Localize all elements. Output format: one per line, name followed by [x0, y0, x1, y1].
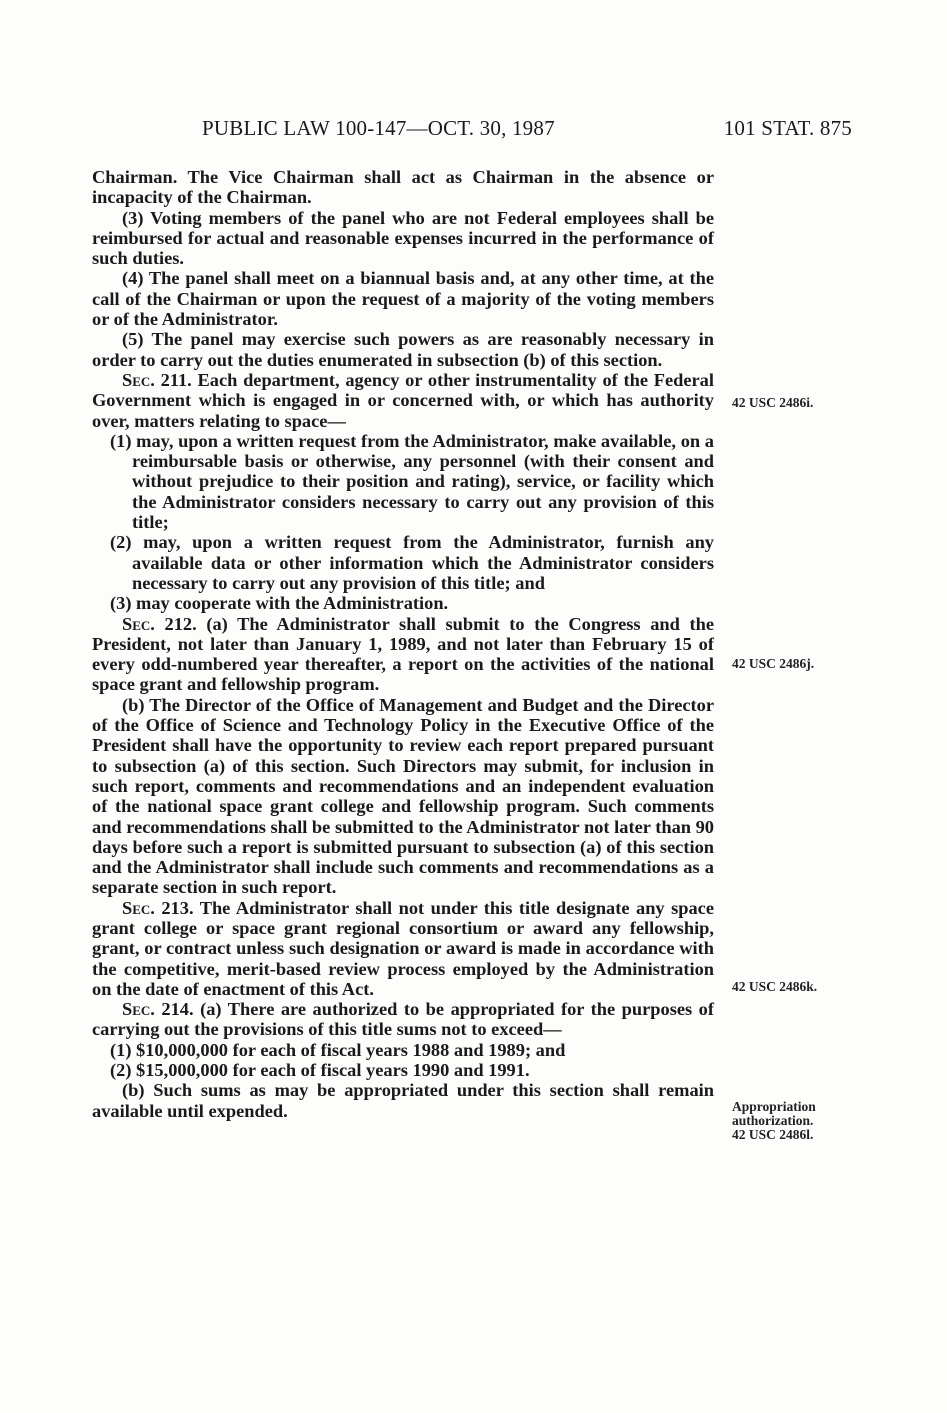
section-213-label: Sec. 213.: [122, 897, 194, 918]
margin-note-214-line-3: 42 USC 2486l.: [732, 1127, 814, 1142]
section-211-item-3: (3) may cooperate with the Administration.: [110, 593, 449, 614]
section-212-text: (a) The Administrator shall submit to the Congress and the President, not later than January 1, 1989, and not later than February 15 of every odd-numbered year thereafter, a report on the activities of the national space grant and fellowship program.: [92, 613, 714, 695]
section-214: [92, 999, 714, 1040]
paragraph-panel-meetings: (4) The panel shall meet on a biannual basis and, at any other time, at the call of the Chairman or upon the request of a majority of the voting members or of the Administrator.: [92, 268, 714, 330]
page-header: [92, 116, 852, 146]
running-head: PUBLIC LAW 100-147—OCT. 30, 1987: [202, 116, 555, 140]
section-212-b: (b) The Director of the Office of Management and Budget and the Director of the Office of Science and Technology Policy in the Executive Office of the President shall have the opportunity to review each report prepared pursuant to subsection (a) of this section. Such Directors may submit, for inclusion in such report, comments and recommendations and an independent evaluation of the national space grant college and fellowship program. Such comments and recommendations shall be submitted to the Administrator not later than 90 days before such a report is submitted pursuant to subsection (a) of this section and the Administrator shall include such comments and recommendations as a separate section in such report.: [92, 694, 714, 898]
margin-note-213: 42 USC 2486k.: [732, 979, 818, 994]
section-211-item-1: (1) may, upon a written request from the Administrator, make available, on a reimbursable basis or otherwise, any personnel (with their consent and without prejudice to their position and rating), service, or facility which the Administrator considers necessary to carry out any provision of this title;: [110, 430, 714, 533]
section-213: [92, 898, 714, 999]
margin-note-212: 42 USC 2486j.: [732, 656, 815, 671]
margin-note-214-line-2: authorization.: [732, 1113, 814, 1128]
margin-note-214: [732, 1100, 882, 1142]
section-214-item-1: (1) $10,000,000 for each of fiscal years 1988 and 1989; and: [110, 1039, 566, 1060]
section-211-text: Each department, agency or other instrumentality of the Federal Government which is engaged in or concerned with, or which has authority over, matters relating to space—: [92, 369, 714, 431]
paragraph-voting-members: (3) Voting members of the panel who are not Federal employees shall be reimbursed for actual and reasonable expenses incurred in the performance of such duties.: [92, 207, 714, 269]
section-214-b: (b) Such sums as may be appropriated under this section shall remain available until expended.: [92, 1080, 714, 1121]
section-214-text: (a) There are authorized to be appropriated for the purposes of carrying out the provisions of this title sums not to exceed—: [92, 999, 714, 1040]
section-212-label: Sec. 212.: [122, 613, 197, 634]
section-211-label: Sec. 211.: [122, 369, 192, 390]
section-213-text: The Administrator shall not under this title designate any space grant college or space grant regional consortium or award any fellowship, grant, or contract unless such designation or award is made in accordance with the competitive, merit-based review process employed by the Administration on the date of enactment of this Act.: [92, 897, 714, 999]
section-214-label: Sec. 214.: [122, 999, 194, 1020]
body-text: [92, 167, 714, 1121]
section-211-item-2: (2) may, upon a written request from the Administrator, furnish any available data or other information which the Administrator considers necessary to carry out any provision of this title; and: [110, 532, 714, 593]
paragraph-chairman: Chairman. The Vice Chairman shall act as Chairman in the absence or incapacity of the Chairman.: [92, 167, 714, 208]
margin-note-214-line-1: Appropriation: [732, 1099, 816, 1114]
section-212: [92, 614, 714, 695]
page-stat-number: 101 STAT. 875: [723, 116, 852, 140]
section-214-item-2: (2) $15,000,000 for each of fiscal years 1990 and 1991.: [110, 1060, 530, 1081]
margin-note-211: 42 USC 2486i.: [732, 395, 814, 410]
section-211: [92, 370, 714, 431]
paragraph-panel-powers: (5) The panel may exercise such powers as are reasonably necessary in order to carry out the duties enumerated in subsection (b) of this section.: [92, 329, 714, 370]
